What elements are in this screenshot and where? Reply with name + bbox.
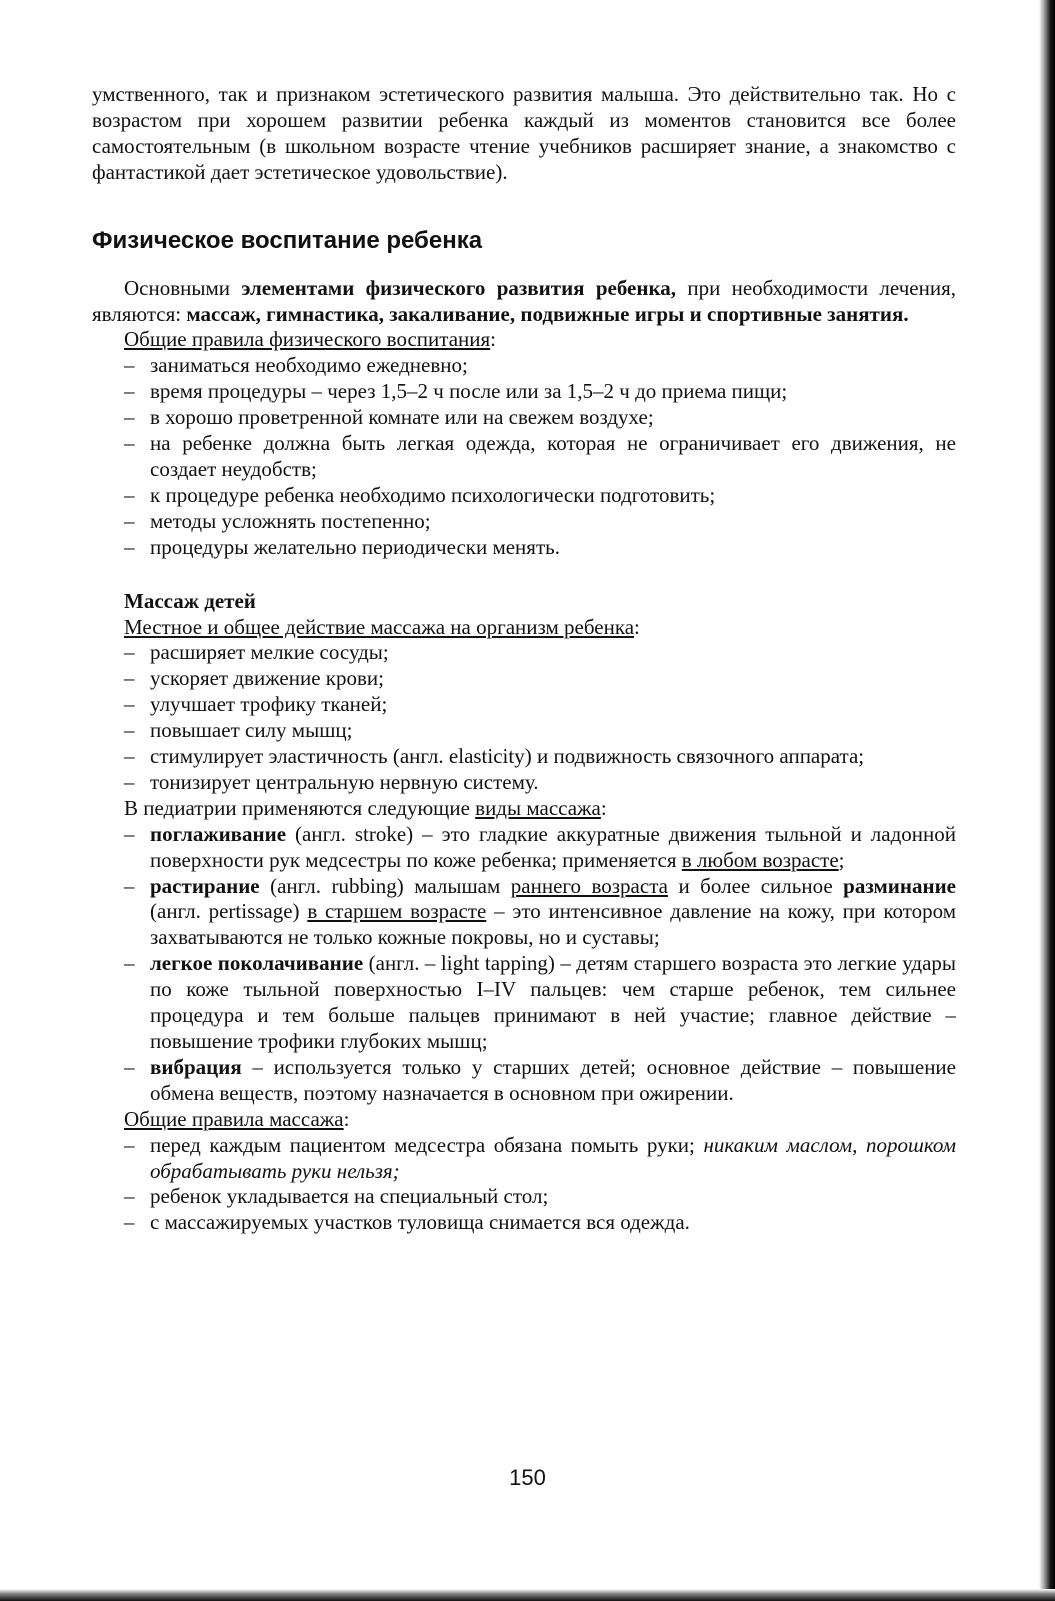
list-item-vibration bbox=[124, 1055, 956, 1107]
massage-types-underlined: виды массажа bbox=[475, 795, 601, 820]
dash-marker: – bbox=[124, 744, 135, 769]
dash-marker: – bbox=[124, 405, 135, 430]
rubbing-underlined-1: раннего возраста bbox=[510, 873, 668, 898]
term-vibration: вибрация bbox=[150, 1054, 242, 1079]
general-rules-heading bbox=[92, 327, 956, 353]
rubbing-text-4: – это интенсивное давление на кожу, при котором захватываются не только кожные покровы, но и суставы; bbox=[150, 899, 956, 950]
massage-effects-suffix: : bbox=[634, 614, 640, 639]
dash-marker: – bbox=[124, 873, 135, 898]
list-item-text: ускоряет движение крови; bbox=[150, 666, 384, 691]
list-item-text: заниматься необходимо ежедневно; bbox=[150, 353, 468, 378]
list-item-text: ребенок укладывается на специальный стол; bbox=[150, 1184, 549, 1209]
dash-marker: – bbox=[124, 353, 135, 378]
scan-edge-right bbox=[1039, 0, 1055, 1601]
section-title: Физическое воспитание ребенка bbox=[92, 226, 483, 254]
general-rules-list bbox=[92, 353, 956, 560]
list-item-text: процедуры желательно периодически менять. bbox=[150, 534, 560, 559]
massage-types-suffix: : bbox=[600, 795, 607, 820]
massage-types-list bbox=[92, 822, 956, 1107]
rubbing-text-2: и более сильное bbox=[667, 873, 844, 898]
dash-marker: – bbox=[124, 640, 135, 665]
list-item bbox=[124, 431, 956, 483]
general-rules-suffix: : bbox=[490, 327, 497, 352]
intro-paragraph: умственного, так и признаком эстетического развития малыша. Это действительно так. Но с возрастом при хорошем развитии ребенка каждый из моментов становится все более самостоятельным (в школьном возрасте чтение учебников расширяет знание, а знакомство с фантастикой дает эстетическое удовольствие). bbox=[92, 82, 956, 184]
term-rubbing: растирание bbox=[150, 873, 260, 898]
list-item-text: улучшает трофику тканей; bbox=[150, 692, 388, 717]
list-item-text: стимулирует эластичность (англ. elasticity) и подвижность связочного аппарата; bbox=[150, 744, 865, 769]
dash-marker: – bbox=[124, 379, 135, 404]
list-item bbox=[124, 1184, 956, 1210]
dash-marker: – bbox=[124, 821, 135, 846]
list-item bbox=[124, 353, 956, 379]
dash-marker: – bbox=[124, 1184, 135, 1209]
list-item-text: время процедуры – через 1,5–2 ч после или за 1,5–2 ч до приема пищи; bbox=[150, 379, 788, 404]
list-item-text: повышает силу мышц; bbox=[150, 718, 353, 743]
vibration-text: – используется только у старших детей; основное действие – повышение обмена веществ, поэтому назначается в основном при ожирении. bbox=[150, 1054, 956, 1105]
massage-title: Массаж детей bbox=[124, 588, 256, 613]
list-item-rubbing bbox=[124, 874, 956, 952]
dash-marker: – bbox=[124, 692, 135, 717]
elements-bold-2: массаж, гимнастика, закаливание, подвижные игры и спортивные занятия. bbox=[186, 301, 909, 326]
rubbing-underlined-2: в старшем возрасте bbox=[307, 899, 487, 924]
list-item bbox=[124, 405, 956, 431]
list-item bbox=[124, 692, 956, 718]
page-content bbox=[92, 82, 956, 1236]
list-item bbox=[124, 1133, 956, 1185]
elements-bold-1: элементами физического развития ребенка, bbox=[241, 275, 677, 300]
elements-paragraph bbox=[92, 276, 956, 328]
massage-rules-list bbox=[92, 1133, 956, 1237]
massage-types-intro-text: В педиатрии применяются следующие bbox=[124, 795, 476, 820]
dash-marker: – bbox=[124, 718, 135, 743]
list-item-stroke bbox=[124, 822, 956, 874]
rubbing-text-1: (англ. rubbing) малышам bbox=[259, 873, 511, 898]
massage-rules-title: Общие правила массажа bbox=[124, 1106, 344, 1131]
list-item-text: с массажируемых участков туловища снимается вся одежда. bbox=[150, 1210, 690, 1235]
massage-rules-suffix: : bbox=[343, 1106, 350, 1131]
dash-marker: – bbox=[124, 482, 135, 507]
list-item-text: расширяет мелкие сосуды; bbox=[150, 640, 389, 665]
dash-marker: – bbox=[124, 1054, 135, 1079]
tapping-text: (англ. – light tapping) – детям старшего возраста это легкие удары по коже тыльной поверхностью I–IV пальцев: чем старше ребенок, тем сильнее процедура и тем больше пальцев принимают в ней участие; главное действие – повышение трофики глубоких мышц; bbox=[150, 951, 956, 1053]
massage-effects-list bbox=[92, 640, 956, 795]
dash-marker: – bbox=[124, 1132, 135, 1157]
stroke-underlined: в любом возрасте bbox=[681, 847, 839, 872]
dash-marker: – bbox=[124, 1210, 135, 1235]
dash-marker: – bbox=[124, 769, 135, 794]
massage-types-intro bbox=[92, 796, 956, 822]
list-item bbox=[124, 379, 956, 405]
list-item-text: на ребенке должна быть легкая одежда, которая не ограничивает его движения, не создает неудобств; bbox=[150, 431, 956, 481]
list-item bbox=[124, 666, 956, 692]
term-stroke: поглаживание bbox=[150, 821, 287, 846]
massage-effects-heading bbox=[92, 615, 956, 641]
page-number: 150 bbox=[509, 1465, 546, 1490]
list-item bbox=[124, 640, 956, 666]
stroke-text: (англ. stroke) – это гладкие аккуратные движения тыльной и ладонной поверхности рук медсестры по коже ребенка; применяется bbox=[150, 821, 956, 872]
rule1-italic: никаким маслом, порошком обрабатывать руки нельзя; bbox=[150, 1132, 956, 1183]
list-item bbox=[124, 535, 956, 561]
massage-rules-heading bbox=[92, 1107, 956, 1133]
list-item bbox=[124, 1210, 956, 1236]
rule1-text: перед каждым пациентом медсестра обязана помыть руки; bbox=[150, 1132, 704, 1157]
list-item-text: к процедуре ребенка необходимо психологически подготовить; bbox=[150, 482, 716, 507]
elements-text-2: при необходимости лечения, являются: bbox=[92, 275, 956, 326]
list-item-text: методы усложнять постепенно; bbox=[150, 508, 431, 533]
stroke-end: ; bbox=[838, 847, 845, 872]
dash-marker: – bbox=[124, 534, 135, 559]
dash-marker: – bbox=[124, 431, 135, 456]
term-kneading: разминание bbox=[843, 873, 956, 898]
list-item-text: в хорошо проветренной комнате или на свежем воздухе; bbox=[150, 405, 654, 430]
general-rules-title: Общие правила физического воспитания bbox=[124, 327, 491, 352]
list-item bbox=[124, 744, 956, 770]
list-item-text: тонизирует центральную нервную систему. bbox=[150, 769, 539, 794]
list-item bbox=[124, 483, 956, 509]
list-item bbox=[124, 770, 956, 796]
dash-marker: – bbox=[124, 951, 135, 976]
term-tapping: легкое поколачивание bbox=[150, 951, 364, 976]
list-item bbox=[124, 718, 956, 744]
list-item bbox=[124, 509, 956, 535]
dash-marker: – bbox=[124, 508, 135, 533]
scan-edge-bottom bbox=[0, 1589, 1055, 1601]
list-item-tapping bbox=[124, 951, 956, 1055]
massage-effects-title: Местное и общее действие массажа на организм ребенка bbox=[124, 614, 635, 639]
elements-text-1: Основными bbox=[124, 275, 242, 300]
dash-marker: – bbox=[124, 666, 135, 691]
rubbing-text-3: (англ. pertissage) bbox=[150, 899, 308, 924]
